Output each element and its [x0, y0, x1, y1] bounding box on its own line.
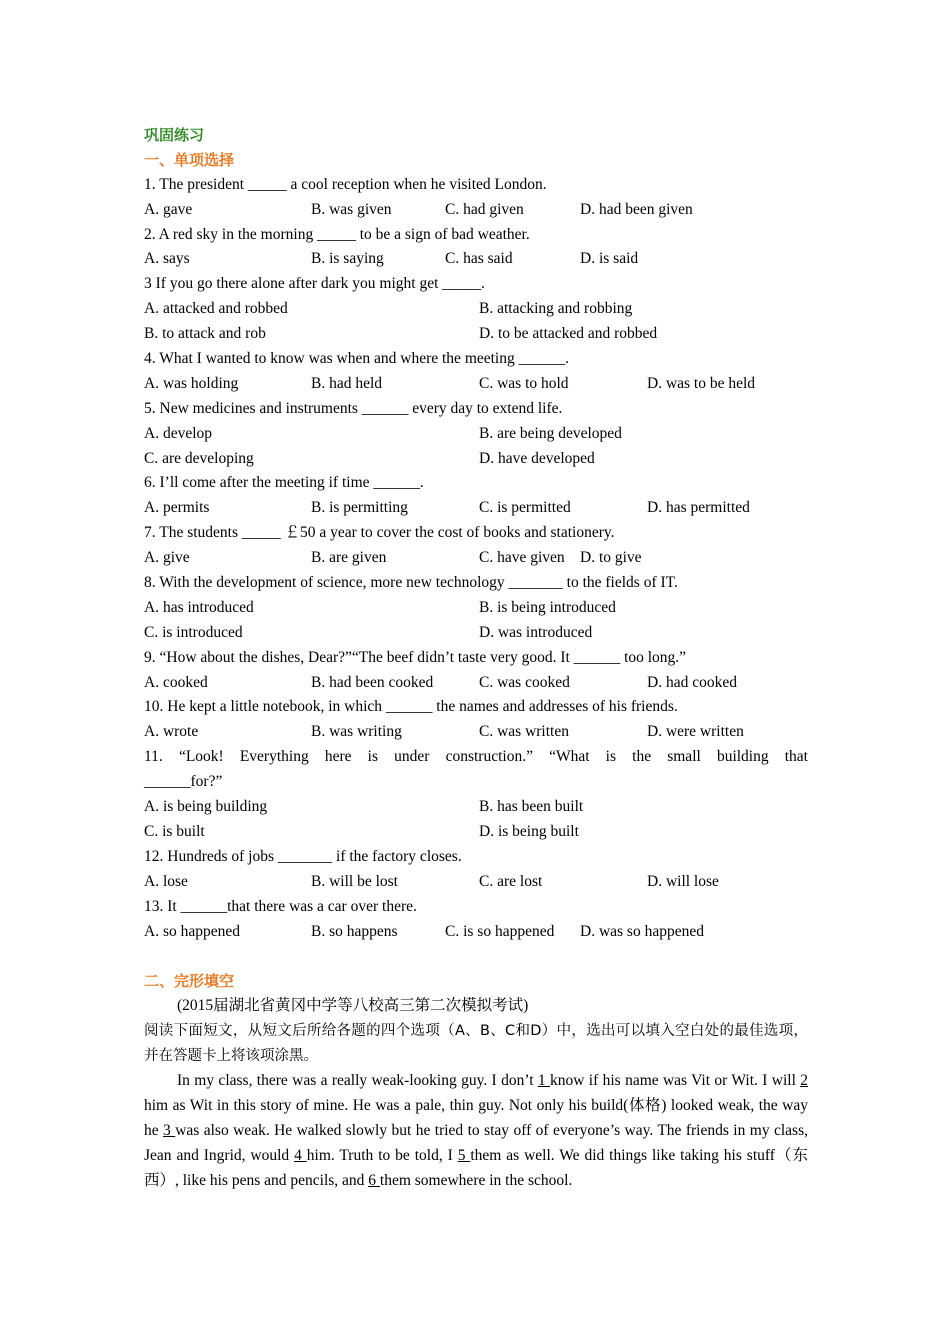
question-stem: 3 If you go there alone after dark you might get _____.: [144, 275, 485, 293]
question-stem: 12. Hundreds of jobs _______ if the factory closes.: [144, 847, 462, 865]
options-row: [144, 870, 808, 895]
option: A. wrote: [144, 723, 199, 741]
options-row: [144, 596, 808, 621]
passage-text: him as Wit in this story of mine. He was a pale, thin guy. Not only his build(体格) looked weak, the way he: [144, 1096, 808, 1139]
passage-text: In my class, there was a really weak-looking guy. I don’t: [177, 1071, 538, 1089]
options-row: [144, 671, 808, 696]
option: C. has said: [445, 250, 513, 268]
question-stem: 2. A red sky in the morning _____ to be a sign of bad weather.: [144, 225, 530, 243]
option: B. attacking and robbing: [479, 300, 633, 318]
passage-text: them somewhere in the school.: [379, 1171, 573, 1189]
options-row: [144, 247, 808, 272]
options-row: [144, 820, 808, 845]
section2-heading: 二、完形填空: [144, 972, 235, 991]
option: D. will lose: [647, 872, 719, 890]
options-row: [144, 496, 808, 521]
option: A. develop: [144, 424, 213, 442]
question-stem-continued: ______for?”: [144, 773, 223, 791]
option: D. was so happened: [580, 922, 704, 940]
option: B. had been cooked: [311, 673, 434, 691]
option: D. was to be held: [647, 374, 756, 392]
question-stem: 4. What I wanted to know was when and where the meeting ______.: [144, 350, 569, 368]
option: D. was introduced: [479, 623, 593, 641]
option: A. has introduced: [144, 598, 254, 616]
question-stem: 6. I’ll come after the meeting if time ______.: [144, 474, 424, 492]
options-row: [144, 447, 808, 472]
option: B. is permitting: [311, 499, 408, 517]
options-row: [144, 720, 808, 745]
option: C. had given: [445, 200, 524, 218]
option: C. was cooked: [479, 673, 570, 691]
option: A. was holding: [144, 374, 239, 392]
option: C. was written: [479, 723, 569, 741]
question-stem: 10. He kept a little notebook, in which ______ the names and addresses of his friends.: [144, 698, 678, 716]
options-row: [144, 546, 808, 571]
option: C. have given: [479, 549, 565, 567]
option: B. to attack and rob: [144, 325, 266, 343]
option: D. had been given: [580, 200, 693, 218]
blank-1: 1: [537, 1071, 550, 1089]
option: C. was to hold: [479, 374, 569, 392]
source-note: (2015届湖北省黄冈中学等八校高三第二次模拟考试): [177, 997, 529, 1015]
option: D. were written: [647, 723, 744, 741]
blank-3: 3: [163, 1121, 176, 1139]
options-row: [144, 422, 808, 447]
blank-4: 4: [294, 1146, 307, 1164]
question-stem: 8. With the development of science, more new technology _______ to the fields of IT.: [144, 574, 678, 592]
option: D. have developed: [479, 449, 595, 467]
options-row: [144, 795, 808, 820]
option: C. is introduced: [144, 623, 243, 641]
option: A. give: [144, 549, 190, 567]
option: B. will be lost: [311, 872, 398, 890]
option: B. are being developed: [479, 424, 622, 442]
options-row: [144, 198, 808, 223]
blank-5: 5: [457, 1146, 471, 1164]
options-row: [144, 297, 808, 322]
option: B. was writing: [311, 723, 402, 741]
option: D. is being built: [479, 822, 579, 840]
option: A. gave: [144, 200, 193, 218]
option: C. is so happened: [445, 922, 555, 940]
spacer: [144, 944, 808, 969]
option: B. are given: [311, 549, 387, 567]
question-stem: 13. It ______that there was a car over there.: [144, 897, 417, 915]
option: B. has been built: [479, 798, 584, 816]
passage-text: him. Truth to be told, I: [306, 1146, 458, 1164]
option: C. is permitted: [479, 499, 571, 517]
option: A. lose: [144, 872, 188, 890]
question-stem: 1. The president _____ a cool reception when he visited London.: [144, 175, 547, 193]
cloze-passage: [144, 1069, 808, 1194]
options-row: [144, 621, 808, 646]
option: A. so happened: [144, 922, 240, 940]
blank-2: 2: [800, 1071, 808, 1089]
section1-heading: 一、单项选择: [144, 150, 235, 169]
passage-text: them as well. We did things like taking his stuff（东西）, like his pens and pencils, and: [144, 1146, 809, 1189]
blank-6: 6: [368, 1171, 380, 1189]
options-row: [144, 372, 808, 397]
option: D. had cooked: [647, 673, 737, 691]
options-row: [144, 322, 808, 347]
option: B. is being introduced: [479, 598, 616, 616]
options-row: [144, 920, 808, 945]
option: A. attacked and robbed: [144, 300, 288, 318]
option: B. was given: [311, 200, 392, 218]
option: B. is saying: [311, 250, 384, 268]
question-stem: 11. “Look! Everything here is under construction.” “What is the small building that: [144, 748, 808, 766]
instruction: 阅读下面短文，从短文后所给各题的四个选项（A、B、C和D）中，选出可以填入空白处的最佳选项，并在答题卡上将该项涂黑。: [144, 1023, 808, 1064]
question-stem: 5. New medicines and instruments ______ every day to extend life.: [144, 399, 563, 417]
option: D. has permitted: [647, 499, 750, 517]
option: A. is being building: [144, 798, 268, 816]
passage-text: was also weak. He walked slowly but he tried to stay off of everyone’s way. The friends in my class, Jean and Ingrid, would: [144, 1121, 808, 1164]
document-page: [144, 123, 808, 1193]
option: D. to be attacked and robbed: [479, 325, 658, 343]
option: D. to give: [580, 549, 642, 567]
option: C. are developing: [144, 449, 254, 467]
option: C. are lost: [479, 872, 543, 890]
page-title: 巩固练习: [144, 126, 205, 144]
option: B. had held: [311, 374, 383, 392]
option: C. is built: [144, 822, 205, 840]
option: A. says: [144, 250, 190, 268]
passage-text: know if his name was Vit or Wit. I will: [549, 1071, 801, 1089]
question-stem: 7. The students _____ ￡50 a year to cover the cost of books and stationery.: [144, 524, 615, 542]
option: D. is said: [580, 250, 639, 268]
option: B. so happens: [311, 922, 398, 940]
option: A. cooked: [144, 673, 208, 691]
question-stem: 9. “How about the dishes, Dear?”“The beef didn’t taste very good. It ______ too long.”: [144, 648, 687, 666]
option: A. permits: [144, 499, 210, 517]
